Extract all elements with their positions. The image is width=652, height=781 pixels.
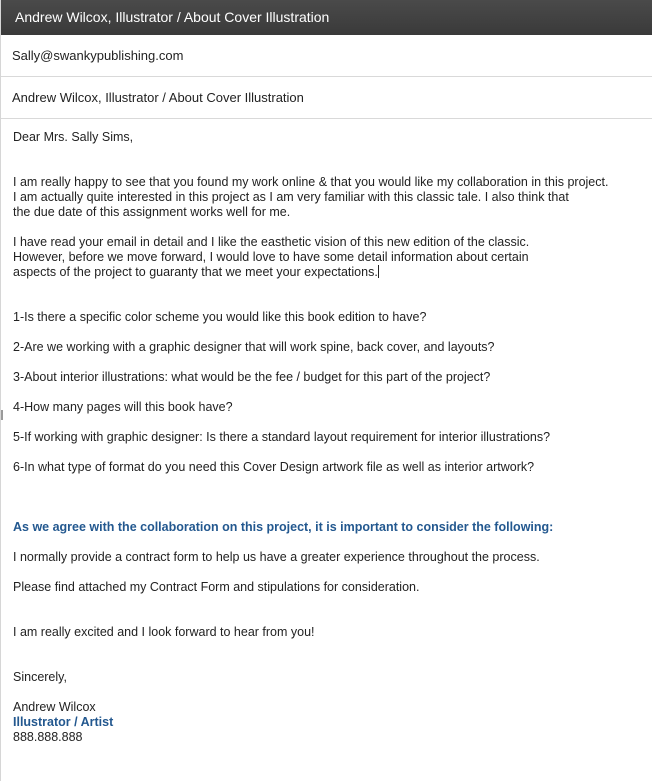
greeting-text: Dear Mrs. Sally Sims, (13, 130, 134, 144)
paragraph-2-line-2: However, before we move forward, I would love to have some detail information about certain (13, 250, 529, 264)
paragraph-1-line-1: I am really happy to see that you found my work online & that you would like my collaboration in this project. (13, 175, 609, 189)
contract-text-1: I normally provide a contract form to help us have a greater experience throughout the process. (13, 550, 540, 564)
signature-phone: 888.888.888 (13, 730, 83, 744)
to-input[interactable] (12, 35, 632, 75)
subject-field-row (1, 77, 652, 119)
excited-text: I am really excited and I look forward to hear from you! (13, 625, 315, 639)
question-3: 3-About interior illustrations: what would be the fee / budget for this part of the project? (13, 370, 491, 384)
considerations-heading: As we agree with the collaboration on this project, it is important to consider the following: (13, 520, 554, 534)
question-5: 5-If working with graphic designer: Is there a standard layout requirement for interior illustrations? (13, 430, 551, 444)
scroll-marker (1, 410, 3, 420)
question-1: 1-Is there a specific color scheme you would like this book edition to have? (13, 310, 427, 324)
question-4: 4-How many pages will this book have? (13, 400, 233, 414)
message-body-editor[interactable] (1, 119, 652, 745)
window-titlebar (1, 0, 652, 35)
paragraph-2-line-3: aspects of the project to guaranty that we meet your expectations. (13, 265, 378, 279)
question-2: 2-Are we working with a graphic designer that will work spine, back cover, and layouts? (13, 340, 495, 354)
paragraph-1-line-2: I am actually quite interested in this project as I am very familiar with this classic tale. I also think that (13, 190, 569, 204)
contract-text-2: Please find attached my Contract Form and stipulations for consideration. (13, 580, 420, 594)
question-6: 6-In what type of format do you need this Cover Design artwork file as well as interior artwork? (13, 460, 535, 474)
window-title: Andrew Wilcox, Illustrator / About Cover Illustration (15, 9, 330, 25)
to-field-row (1, 35, 652, 77)
signature-name: Andrew Wilcox (13, 700, 96, 714)
paragraph-1-line-3: the due date of this assignment works well for me. (13, 205, 291, 219)
signature-role: Illustrator / Artist (13, 715, 114, 729)
closing-text: Sincerely, (13, 670, 67, 684)
paragraph-2-line-1: I have read your email in detail and I like the easthetic vision of this new edition of the classic. (13, 235, 530, 249)
text-cursor (378, 265, 379, 278)
subject-input[interactable] (12, 77, 632, 117)
